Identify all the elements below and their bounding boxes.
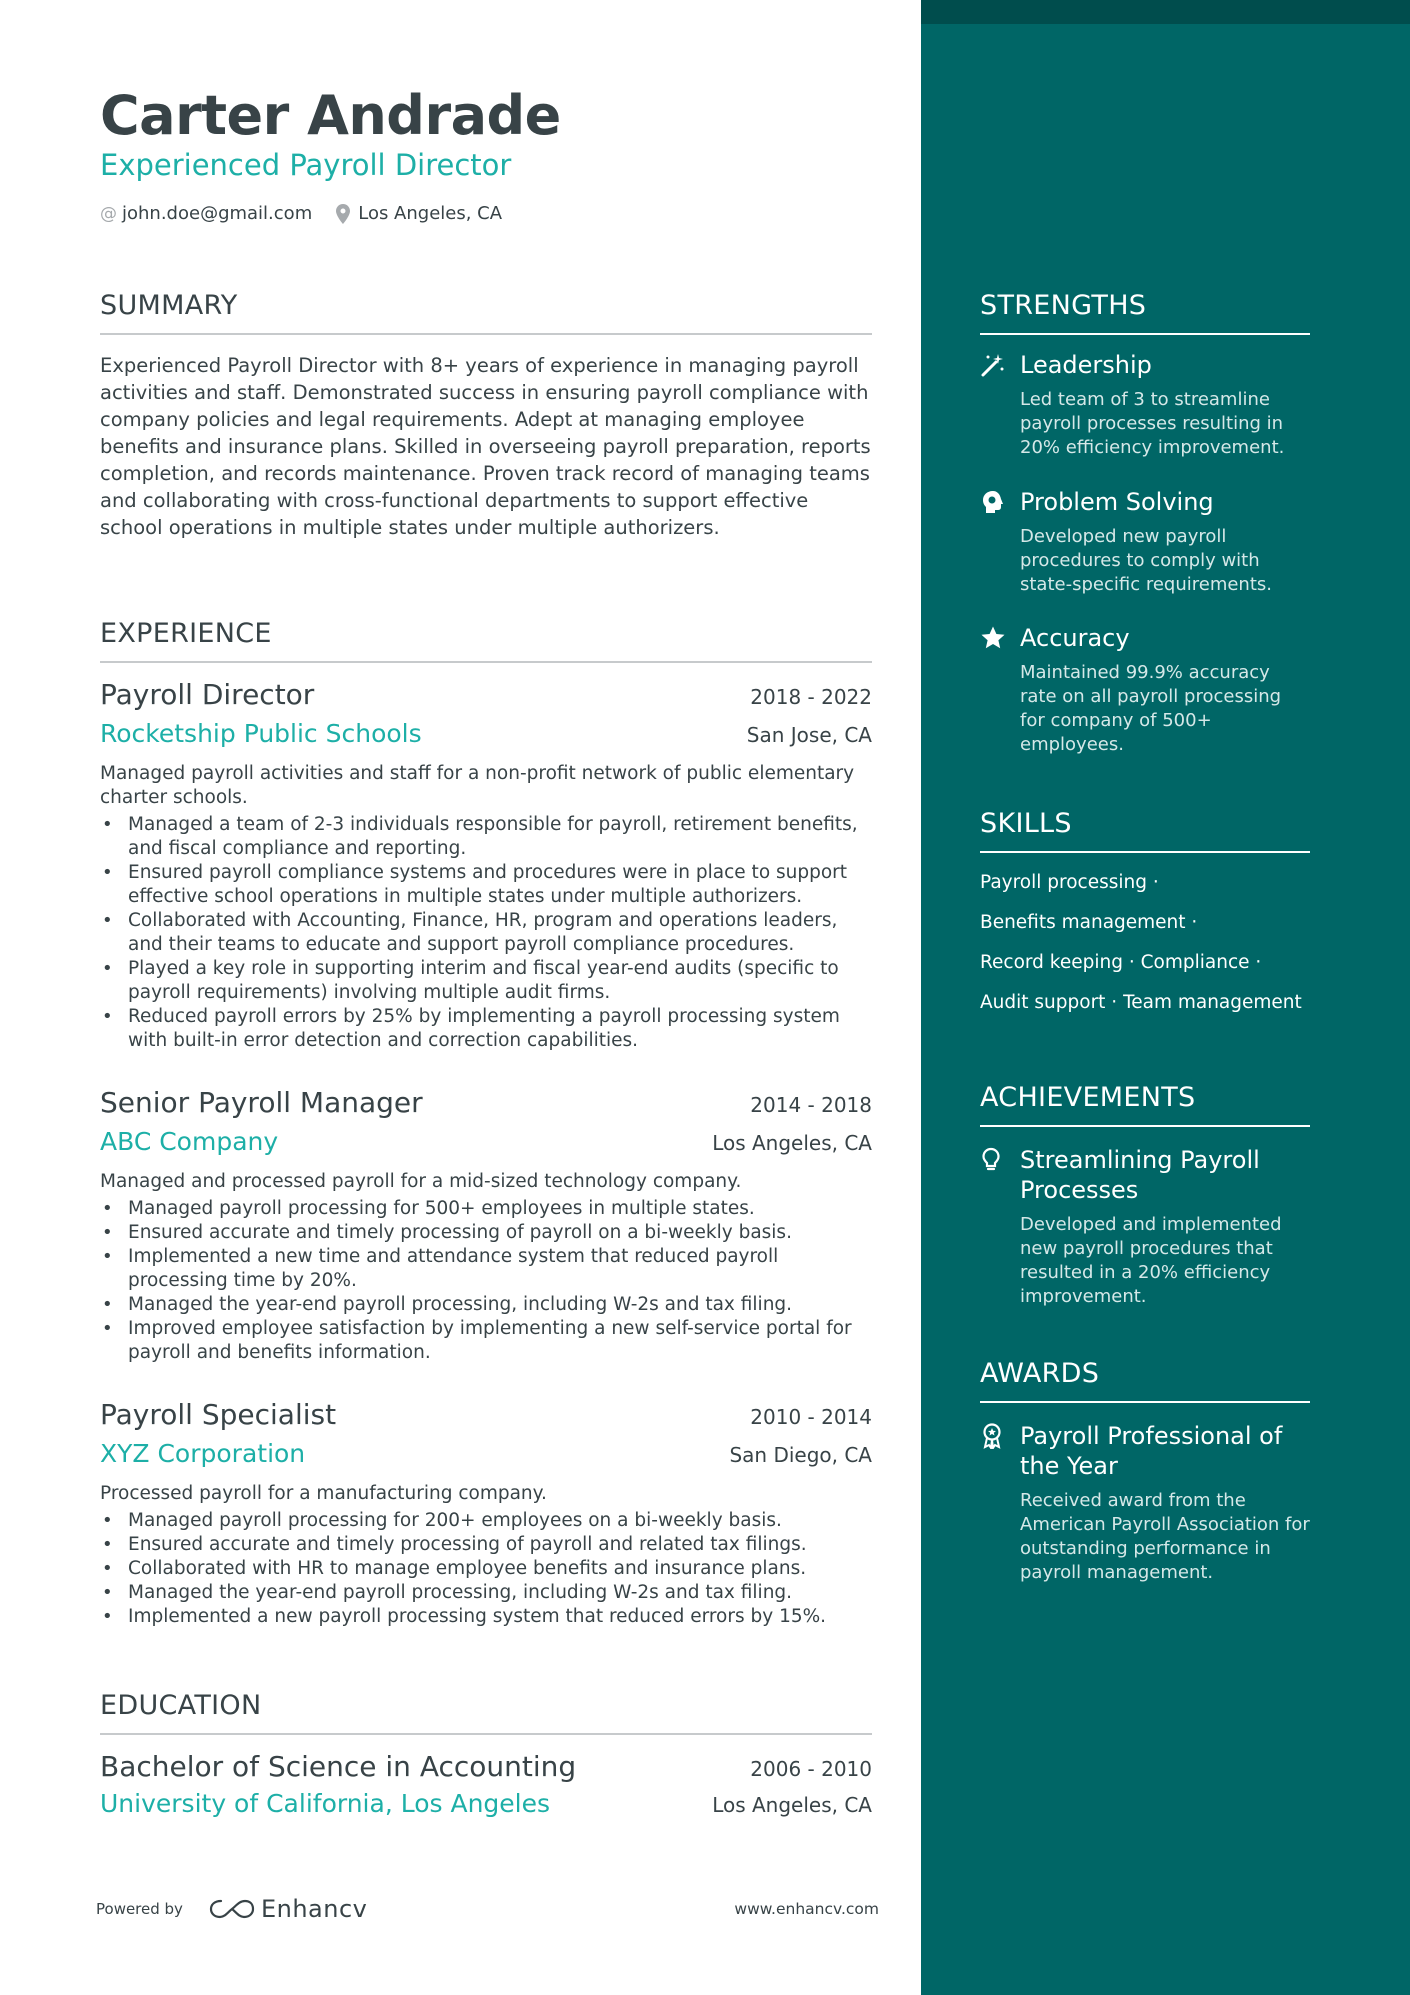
summary-heading: SUMMARY — [100, 290, 872, 335]
job-description: Managed payroll activities and staff for a non-profit network of public elementary charter schools. — [100, 763, 855, 808]
strengths-heading: STRENGTHS — [980, 290, 1310, 335]
magic-wand-icon — [980, 350, 1020, 378]
job-bullet: • Improved employee satisfaction by implementing a new self-service portal for payroll and benefits information. — [100, 1317, 872, 1365]
job-entry — [100, 1086, 872, 1365]
job-title: Payroll Director — [100, 678, 315, 711]
brand-logo[interactable] — [209, 1895, 367, 1923]
job-dates: 2014 - 2018 — [750, 1093, 872, 1117]
job-company: ABC Company — [100, 1127, 279, 1156]
strength-description: Developed new payroll procedures to comply with state-specific requirements. — [1020, 526, 1272, 595]
skill-line: Audit support · Team management — [980, 992, 1302, 1013]
skills-list — [980, 871, 1310, 1031]
job-company: XYZ Corporation — [100, 1439, 306, 1468]
sidebar-top-bar — [921, 0, 1410, 24]
skill-line: Benefits management · — [980, 912, 1198, 933]
job-entry — [100, 1398, 872, 1629]
school-location: Los Angeles, CA — [712, 1793, 872, 1817]
location-text: Los Angeles, CA — [358, 203, 503, 224]
job-bullet: • Managed a team of 2-3 individuals responsible for payroll, retirement benefits, and fiscal compliance and reporting. — [100, 813, 872, 861]
footer — [96, 1894, 879, 1924]
achievements-heading: ACHIEVEMENTS — [980, 1082, 1310, 1127]
achievement-title: Streamlining Payroll Processes — [1020, 1146, 1260, 1204]
contact-row — [100, 203, 502, 224]
job-bullet: • Ensured payroll compliance systems and procedures were in place to support effective school operations in multiple states under multiple authorizers. — [100, 861, 872, 909]
candidate-name: Carter Andrade — [100, 84, 561, 147]
strength-description: Maintained 99.9% accuracy rate on all payroll processing for company of 500+ employees. — [1020, 662, 1282, 755]
degree-title: Bachelor of Science in Accounting — [100, 1750, 577, 1783]
brand-name: Enhancv — [260, 1895, 368, 1923]
job-bullet: • Played a key role in supporting interim and fiscal year-end audits (specific to payroll requirements) involving multiple audit firms. — [100, 957, 872, 1005]
job-bullet: • Managed the year-end payroll processing, including W-2s and tax filing. — [100, 1293, 872, 1317]
skill-line: Payroll processing · — [980, 872, 1159, 893]
job-bullet: • Ensured accurate and timely processing of payroll on a bi-weekly basis. — [100, 1221, 872, 1245]
job-location: San Diego, CA — [729, 1443, 872, 1467]
job-bullet: • Implemented a new payroll processing system that reduced errors by 15%. — [100, 1605, 872, 1629]
job-title: Payroll Specialist — [100, 1398, 337, 1431]
head-brain-icon — [980, 487, 1020, 515]
job-bullet: • Managed payroll processing for 500+ employees in multiple states. — [100, 1197, 872, 1221]
job-bullet: • Collaborated with Accounting, Finance, HR, program and operations leaders, and their teams to educate and support payroll compliance procedures. — [100, 909, 872, 957]
job-bullet: • Managed payroll processing for 200+ employees on a bi-weekly basis. — [100, 1509, 872, 1533]
education-heading: EDUCATION — [100, 1690, 872, 1735]
education-dates: 2006 - 2010 — [750, 1757, 872, 1781]
job-description: Processed payroll for a manufacturing company. — [100, 1483, 547, 1504]
achievement-description: Developed and implemented new payroll procedures that resulted in a 20% efficiency improvement. — [1020, 1214, 1282, 1307]
star-icon — [980, 623, 1020, 651]
job-description: Managed and processed payroll for a mid-sized technology company. — [100, 1171, 742, 1192]
award-description: Received award from the American Payroll Association for outstanding performance in payroll management. — [1020, 1490, 1310, 1583]
job-dates: 2010 - 2014 — [750, 1405, 872, 1429]
powered-by — [96, 1895, 367, 1923]
skills-heading: SKILLS — [980, 808, 1310, 853]
job-bullet: • Reduced payroll errors by 25% by implementing a payroll processing system with built-in error detection and correction capabilities. — [100, 1005, 872, 1053]
job-bullet: • Managed the year-end payroll processing, including W-2s and tax filing. — [100, 1581, 872, 1605]
lightbulb-icon — [980, 1145, 1020, 1173]
award-ribbon-icon — [980, 1421, 1020, 1449]
powered-by-label: Powered by — [96, 1900, 183, 1918]
job-bullet: • Ensured accurate and timely processing of payroll and related tax filings. — [100, 1533, 872, 1557]
job-title: Senior Payroll Manager — [100, 1086, 423, 1119]
strength-item — [980, 350, 1310, 460]
strength-item — [980, 623, 1310, 757]
strength-title: Accuracy — [1020, 624, 1130, 652]
job-bullets — [100, 813, 872, 1053]
candidate-title: Experienced Payroll Director — [100, 148, 512, 182]
job-company: Rocketship Public Schools — [100, 719, 422, 748]
strength-description: Led team of 3 to streamline payroll processes resulting in 20% efficiency improvement. — [1020, 389, 1285, 458]
strength-item — [980, 487, 1310, 597]
strength-title: Problem Solving — [1020, 488, 1214, 516]
skill-line: Record keeping · Compliance · — [980, 952, 1262, 973]
summary-text: Experienced Payroll Director with 8+ years of experience in managing payroll activities and staff. Demonstrated success in ensuring payroll compliance with company policies and legal requirements. Adept at managing employee benefits and insurance plans. Skilled in overseeing payroll preparation, reports completion, and records maintenance. Proven track record of managing teams and collaborating with cross-functional departments to support effective school operations in multiple states under multiple authorizers. — [100, 354, 871, 539]
education-entry — [100, 1750, 872, 1818]
school-name: University of California, Los Angeles — [100, 1789, 551, 1818]
experience-heading: EXPERIENCE — [100, 618, 872, 663]
job-entry — [100, 678, 872, 1053]
job-bullets — [100, 1197, 872, 1365]
award-title: Payroll Professional of the Year — [1020, 1422, 1283, 1480]
job-bullet: • Collaborated with HR to manage employee benefits and insurance plans. — [100, 1557, 872, 1581]
job-bullet: • Implemented a new time and attendance system that reduced payroll processing time by 20%. — [100, 1245, 872, 1293]
location-pin-icon — [336, 204, 350, 224]
email-text[interactable]: john.doe@gmail.com — [122, 203, 313, 224]
achievement-item — [980, 1145, 1310, 1309]
job-location: Los Angeles, CA — [712, 1131, 872, 1155]
awards-heading: AWARDS — [980, 1358, 1310, 1403]
job-dates: 2018 - 2022 — [750, 685, 872, 709]
job-location: San Jose, CA — [746, 723, 872, 747]
enhancv-logo-icon — [209, 1898, 255, 1920]
strength-title: Leadership — [1020, 351, 1152, 379]
at-icon: @ — [100, 203, 117, 224]
award-item — [980, 1421, 1310, 1585]
job-bullets — [100, 1509, 872, 1629]
website-link[interactable]: www.enhancv.com — [734, 1900, 879, 1918]
